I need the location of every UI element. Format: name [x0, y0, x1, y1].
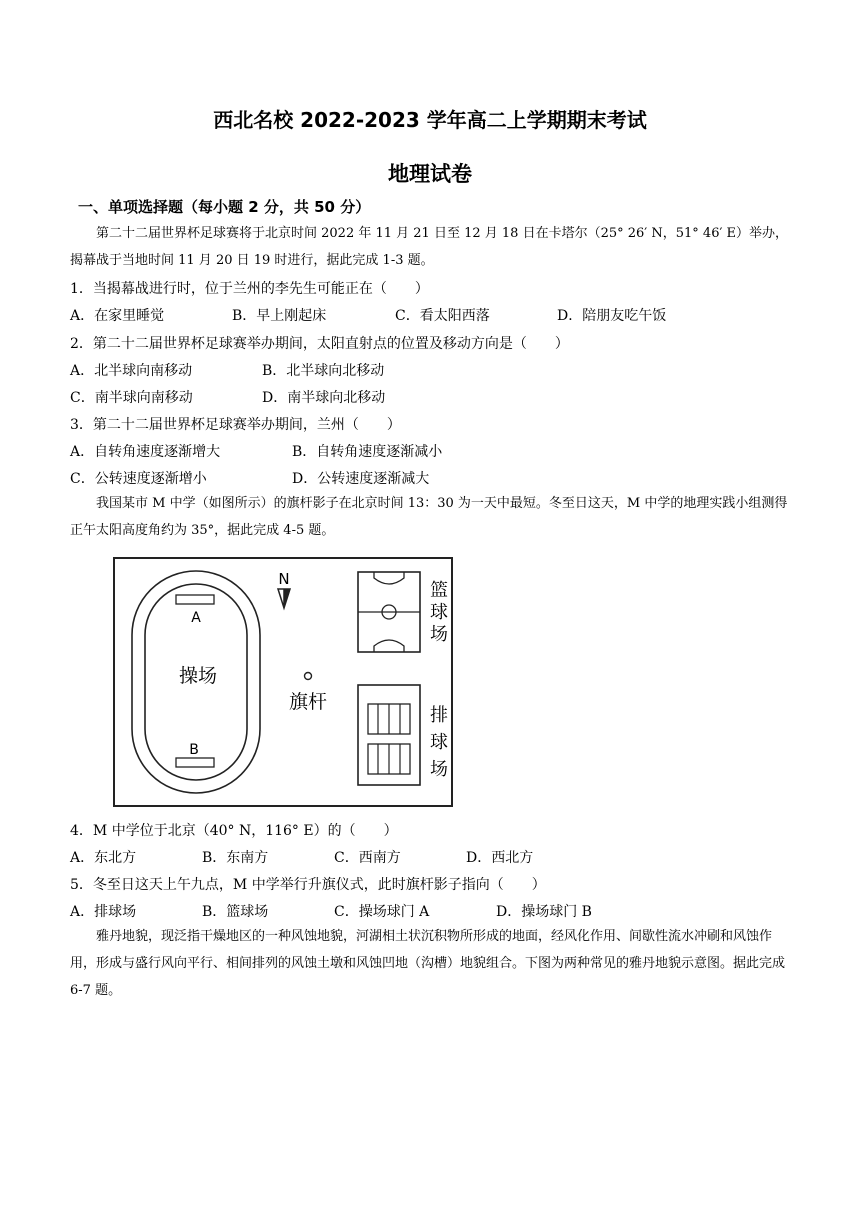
question-5-option-d: D．操场球门 B	[496, 904, 592, 920]
question-5-option-b: B．篮球场	[202, 904, 269, 920]
question-2-option-b: B．北半球向北移动	[262, 363, 385, 379]
north-label: N	[278, 570, 290, 588]
question-3-option-d: D．公转速度逐渐减大	[292, 471, 430, 487]
basketball-label-3: 场	[430, 624, 448, 645]
question-5-stem: 5．冬至日这天上午九点，M 中学举行升旗仪式，此时旗杆影子指向（ ）	[70, 877, 546, 893]
volleyball-label-1: 排	[430, 705, 448, 726]
question-2-stem: 2．第二十二届世界杯足球赛举办期间，太阳直射点的位置及移动方向是（ ）	[70, 336, 569, 352]
question-5-option-a: A．排球场	[70, 904, 137, 920]
gate-b-label: B	[189, 742, 199, 758]
question-4-option-c: C．西南方	[334, 850, 401, 866]
gate-a-label: A	[191, 610, 201, 626]
intro-paragraph-1: 第二十二届世界杯足球赛将于北京时间 2022 年 11 月 21 日至 12 月 18 日在卡塔尔（25° 26′ N，51° 46′ E）举办，揭幕战于当地时间 11 月 20 日 19 时进行，据此完成 1-3 题。	[70, 226, 789, 268]
intro-paragraph-3: 雅丹地貌，现泛指干燥地区的一种风蚀地貌，河湖相土状沉积物所形成的地面，经风化作用、间歇性流水冲刷和风蚀作用，形成与盛行风向平行、相间排列的风蚀土墩和风蚀凹地（沟槽）地貌组合。下图为两种常见的雅丹地貌示意图。据此完成 6-7 题。	[70, 929, 786, 998]
section-heading: 一、单项选择题（每小题 2 分，共 50 分）	[78, 198, 371, 216]
exam-subject-title: 地理试卷	[388, 162, 472, 186]
question-3-option-a: A．自转角速度逐渐增大	[70, 444, 221, 460]
volleyball-label-3: 场	[430, 759, 448, 780]
question-2-option-a: A．北半球向南移动	[70, 363, 193, 379]
question-1-option-a: A．在家里睡觉	[70, 308, 165, 324]
question-2-option-d: D．南半球向北移动	[262, 390, 386, 406]
question-4-option-a: A．东北方	[70, 850, 137, 866]
exam-title: 西北名校 2022-2023 学年高二上学期期末考试	[213, 108, 647, 132]
basketball-label-2: 球	[430, 602, 448, 623]
question-3-option-c: C．公转速度逐渐增小	[70, 471, 207, 487]
question-1-option-b: B．早上刚起床	[232, 308, 327, 324]
school-map-figure	[112, 556, 454, 808]
question-4-option-d: D．西北方	[466, 850, 534, 866]
question-4-option-b: B．东南方	[202, 850, 269, 866]
playground-label: 操场	[178, 665, 218, 687]
flagpole-label: 旗杆	[288, 691, 328, 713]
basketball-label-1: 篮	[430, 580, 448, 601]
question-3-stem: 3．第二十二届世界杯足球赛举办期间，兰州（ ）	[70, 417, 401, 433]
school-map-svg	[112, 556, 454, 808]
question-3-option-b: B．自转角速度逐渐减小	[292, 444, 443, 460]
question-5-option-c: C．操场球门 A	[334, 904, 430, 920]
question-1-option-d: D．陪朋友吃午饭	[557, 308, 667, 324]
volleyball-label-2: 球	[430, 732, 448, 753]
question-1-stem: 1．当揭幕战进行时，位于兰州的李先生可能正在（ ）	[70, 281, 429, 297]
intro-paragraph-2: 我国某市 M 中学（如图所示）的旗杆影子在北京时间 13：30 为一天中最短。冬至日这天，M 中学的地理实践小组测得正午太阳高度角约为 35°，据此完成 4-5 题。	[70, 496, 788, 538]
question-2-option-c: C．南半球向南移动	[70, 390, 193, 406]
question-1-option-c: C．看太阳西落	[395, 308, 490, 324]
question-4-stem: 4．M 中学位于北京（40° N，116° E）的（ ）	[70, 823, 398, 839]
